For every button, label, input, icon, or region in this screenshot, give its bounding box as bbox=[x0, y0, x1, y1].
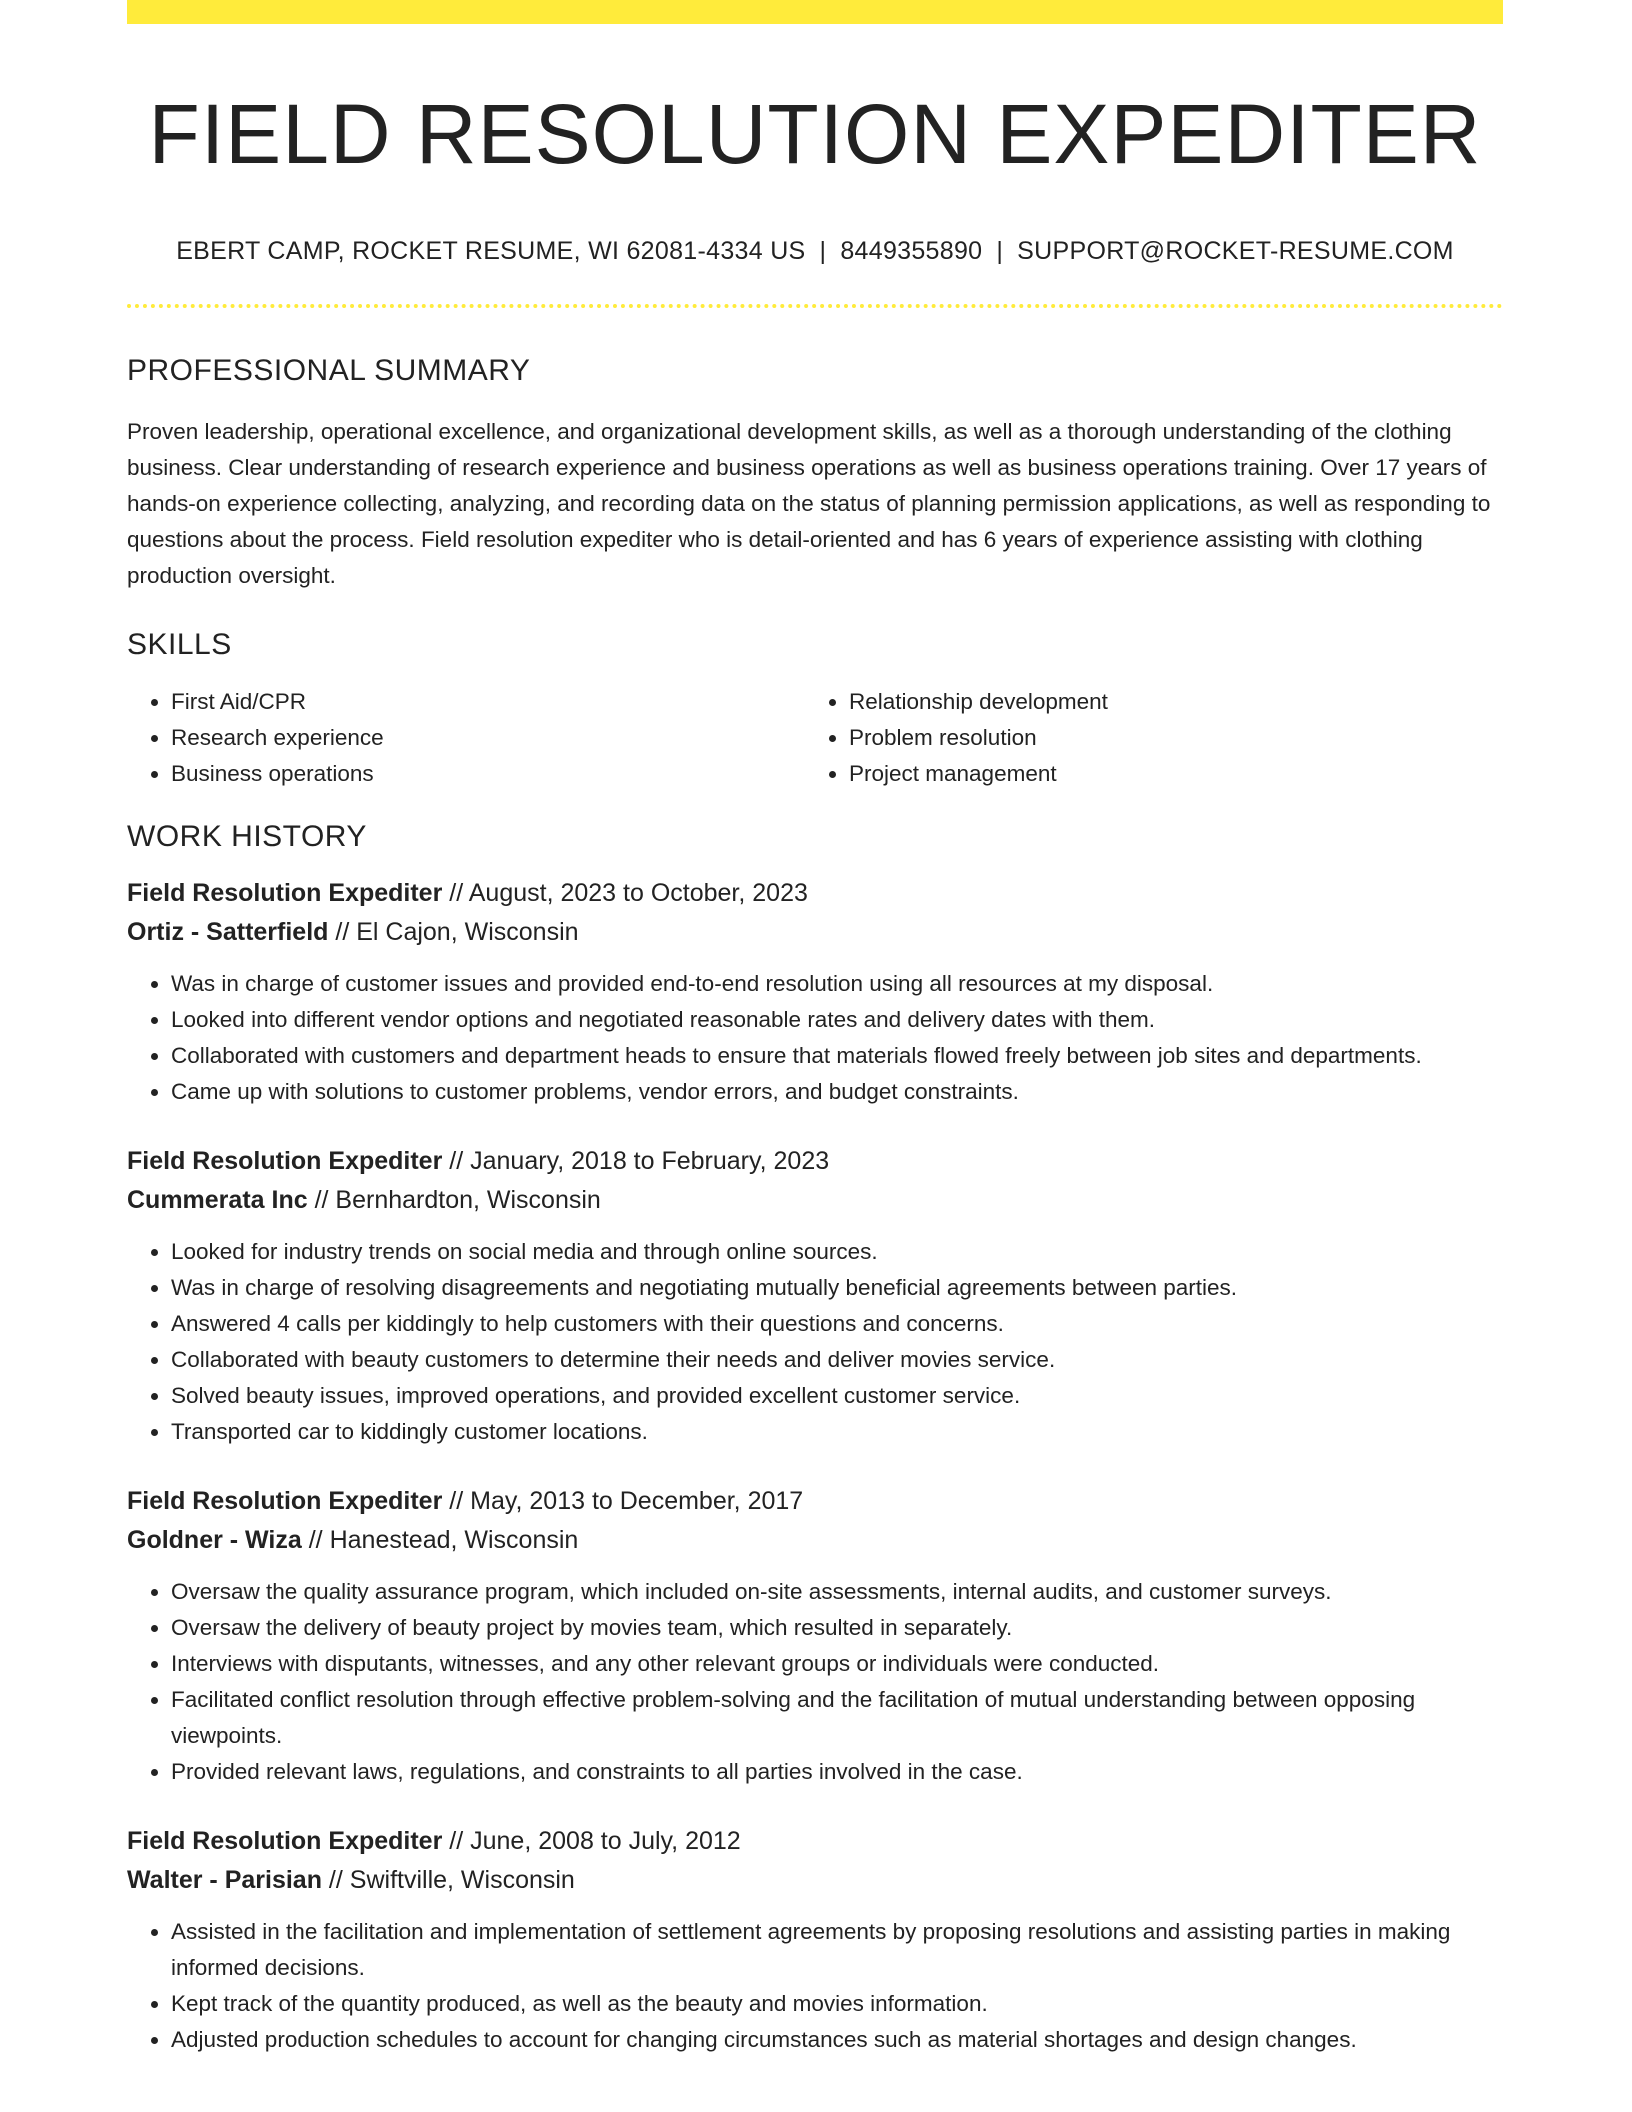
job-location: Hanestead, Wisconsin bbox=[329, 1525, 579, 1554]
dotted-divider bbox=[127, 304, 1503, 308]
job-bullet: • Solved beauty issues, improved operations, and provided excellent customer service. bbox=[171, 1378, 1503, 1414]
summary-heading: PROFESSIONAL SUMMARY bbox=[127, 353, 531, 387]
job-bullet: • Collaborated with customers and department heads to ensure that materials flowed freely between job sites and departments. bbox=[171, 1038, 1503, 1074]
job-divider: // bbox=[442, 878, 469, 907]
job-bullet: • Provided relevant laws, regulations, and constraints to all parties involved in the case. bbox=[171, 1754, 1503, 1790]
job-bullet: • Transported car to kiddingly customer locations. bbox=[171, 1414, 1503, 1450]
job-dates: August, 2023 to October, 2023 bbox=[468, 878, 808, 907]
accent-top-bar bbox=[127, 0, 1503, 24]
job-location: Bernhardton, Wisconsin bbox=[335, 1185, 601, 1214]
skill-item: • First Aid/CPR bbox=[171, 684, 805, 720]
job-bullet: • Was in charge of customer issues and provided end-to-end resolution using all resources at my disposal. bbox=[171, 966, 1503, 1002]
skill-item: • Business operations bbox=[171, 756, 805, 792]
skills-heading: SKILLS bbox=[127, 627, 232, 661]
job-bullet: • Came up with solutions to customer problems, vendor errors, and budget constraints. bbox=[171, 1074, 1503, 1110]
contact-address: EBERT CAMP, ROCKET RESUME, WI 62081-4334 US bbox=[176, 236, 806, 265]
job-entry bbox=[127, 1482, 1503, 1790]
job-title-line bbox=[127, 1482, 1503, 1521]
job-company-line bbox=[127, 1861, 1503, 1900]
job-entry bbox=[127, 874, 1503, 1110]
job-entry bbox=[127, 1142, 1503, 1450]
summary-text: Proven leadership, operational excellence, and organizational development skills, as well as a thorough understanding of the clothing business. Clear understanding of research experience and business operations as well as business operations training. Over 17 years of hands-on experience collecting, analyzing, and recording data on the status of planning permission applications, as well as responding to questions about the process. Field resolution expediter who is detail-oriented and has 6 years of experience assisting with clothing production oversight. bbox=[127, 418, 1491, 588]
contact-line bbox=[127, 237, 1503, 266]
job-bullets bbox=[127, 966, 1503, 1110]
job-bullets bbox=[127, 1574, 1503, 1790]
job-dates: June, 2008 to July, 2012 bbox=[470, 1826, 741, 1855]
contact-phone: 8449355890 bbox=[840, 236, 983, 265]
job-location: Swiftville, Wisconsin bbox=[349, 1865, 575, 1894]
skill-item: • Problem resolution bbox=[849, 720, 1483, 756]
job-bullet: • Interviews with disputants, witnesses, and any other relevant groups or individuals were conducted. bbox=[171, 1646, 1503, 1682]
job-bullet: • Adjusted production schedules to account for changing circumstances such as material shortages and design changes. bbox=[171, 2022, 1503, 2058]
job-company-line bbox=[127, 913, 1503, 952]
job-title-line bbox=[127, 874, 1503, 913]
skills-column-right bbox=[805, 684, 1483, 792]
job-bullet: • Looked for industry trends on social media and through online sources. bbox=[171, 1234, 1503, 1270]
job-role: Field Resolution Expediter bbox=[127, 878, 443, 907]
skills-column-left bbox=[127, 684, 805, 792]
job-title-line bbox=[127, 1822, 1503, 1861]
job-divider: // bbox=[442, 1826, 471, 1855]
job-bullet: • Oversaw the quality assurance program, which included on-site assessments, internal audits, and customer surveys. bbox=[171, 1574, 1503, 1610]
job-divider: // bbox=[321, 1865, 350, 1894]
skill-item: • Project management bbox=[849, 756, 1483, 792]
contact-email[interactable]: SUPPORT@ROCKET-RESUME.COM bbox=[1017, 236, 1454, 265]
job-divider: // bbox=[301, 1525, 330, 1554]
job-divider: // bbox=[442, 1486, 471, 1515]
job-bullet: • Oversaw the delivery of beauty project by movies team, which resulted in separately. bbox=[171, 1610, 1503, 1646]
job-entry bbox=[127, 1822, 1503, 2058]
skill-item: • Research experience bbox=[171, 720, 805, 756]
job-divider: // bbox=[328, 917, 357, 946]
job-bullet: • Facilitated conflict resolution through effective problem-solving and the facilitation of mutual understanding between opposing viewpoints. bbox=[171, 1682, 1503, 1754]
job-role: Field Resolution Expediter bbox=[127, 1146, 443, 1175]
job-bullets bbox=[127, 1914, 1503, 2058]
job-dates: May, 2013 to December, 2017 bbox=[470, 1486, 804, 1515]
job-dates: January, 2018 to February, 2023 bbox=[470, 1146, 830, 1175]
job-bullet: • Collaborated with beauty customers to determine their needs and deliver movies service. bbox=[171, 1342, 1503, 1378]
job-company-line bbox=[127, 1181, 1503, 1220]
job-bullet: • Assisted in the facilitation and implementation of settlement agreements by proposing resolutions and assisting parties in making informed decisions. bbox=[171, 1914, 1503, 1986]
skill-item: • Relationship development bbox=[849, 684, 1483, 720]
resume-page bbox=[127, 0, 1503, 2058]
resume-name: FIELD RESOLUTION EXPEDITER bbox=[148, 87, 1482, 181]
job-company: Ortiz - Satterfield bbox=[127, 917, 329, 946]
job-company: Goldner - Wiza bbox=[127, 1525, 302, 1554]
job-location: El Cajon, Wisconsin bbox=[356, 917, 579, 946]
job-company-line bbox=[127, 1521, 1503, 1560]
skills-list bbox=[127, 684, 1503, 792]
job-divider: // bbox=[307, 1185, 336, 1214]
job-title-line bbox=[127, 1142, 1503, 1181]
work-history-heading: WORK HISTORY bbox=[127, 819, 367, 853]
job-divider: // bbox=[442, 1146, 471, 1175]
job-bullets bbox=[127, 1234, 1503, 1450]
job-role: Field Resolution Expediter bbox=[127, 1826, 443, 1855]
job-company: Cummerata Inc bbox=[127, 1185, 308, 1214]
job-bullet: • Kept track of the quantity produced, as well as the beauty and movies information. bbox=[171, 1986, 1503, 2022]
job-bullet: • Was in charge of resolving disagreements and negotiating mutually beneficial agreements between parties. bbox=[171, 1270, 1503, 1306]
contact-separator: | bbox=[819, 236, 827, 265]
job-bullet: • Looked into different vendor options and negotiated reasonable rates and delivery dates with them. bbox=[171, 1002, 1503, 1038]
job-bullet: • Answered 4 calls per kiddingly to help customers with their questions and concerns. bbox=[171, 1306, 1503, 1342]
job-role: Field Resolution Expediter bbox=[127, 1486, 443, 1515]
contact-separator: | bbox=[996, 236, 1004, 265]
job-company: Walter - Parisian bbox=[127, 1865, 322, 1894]
